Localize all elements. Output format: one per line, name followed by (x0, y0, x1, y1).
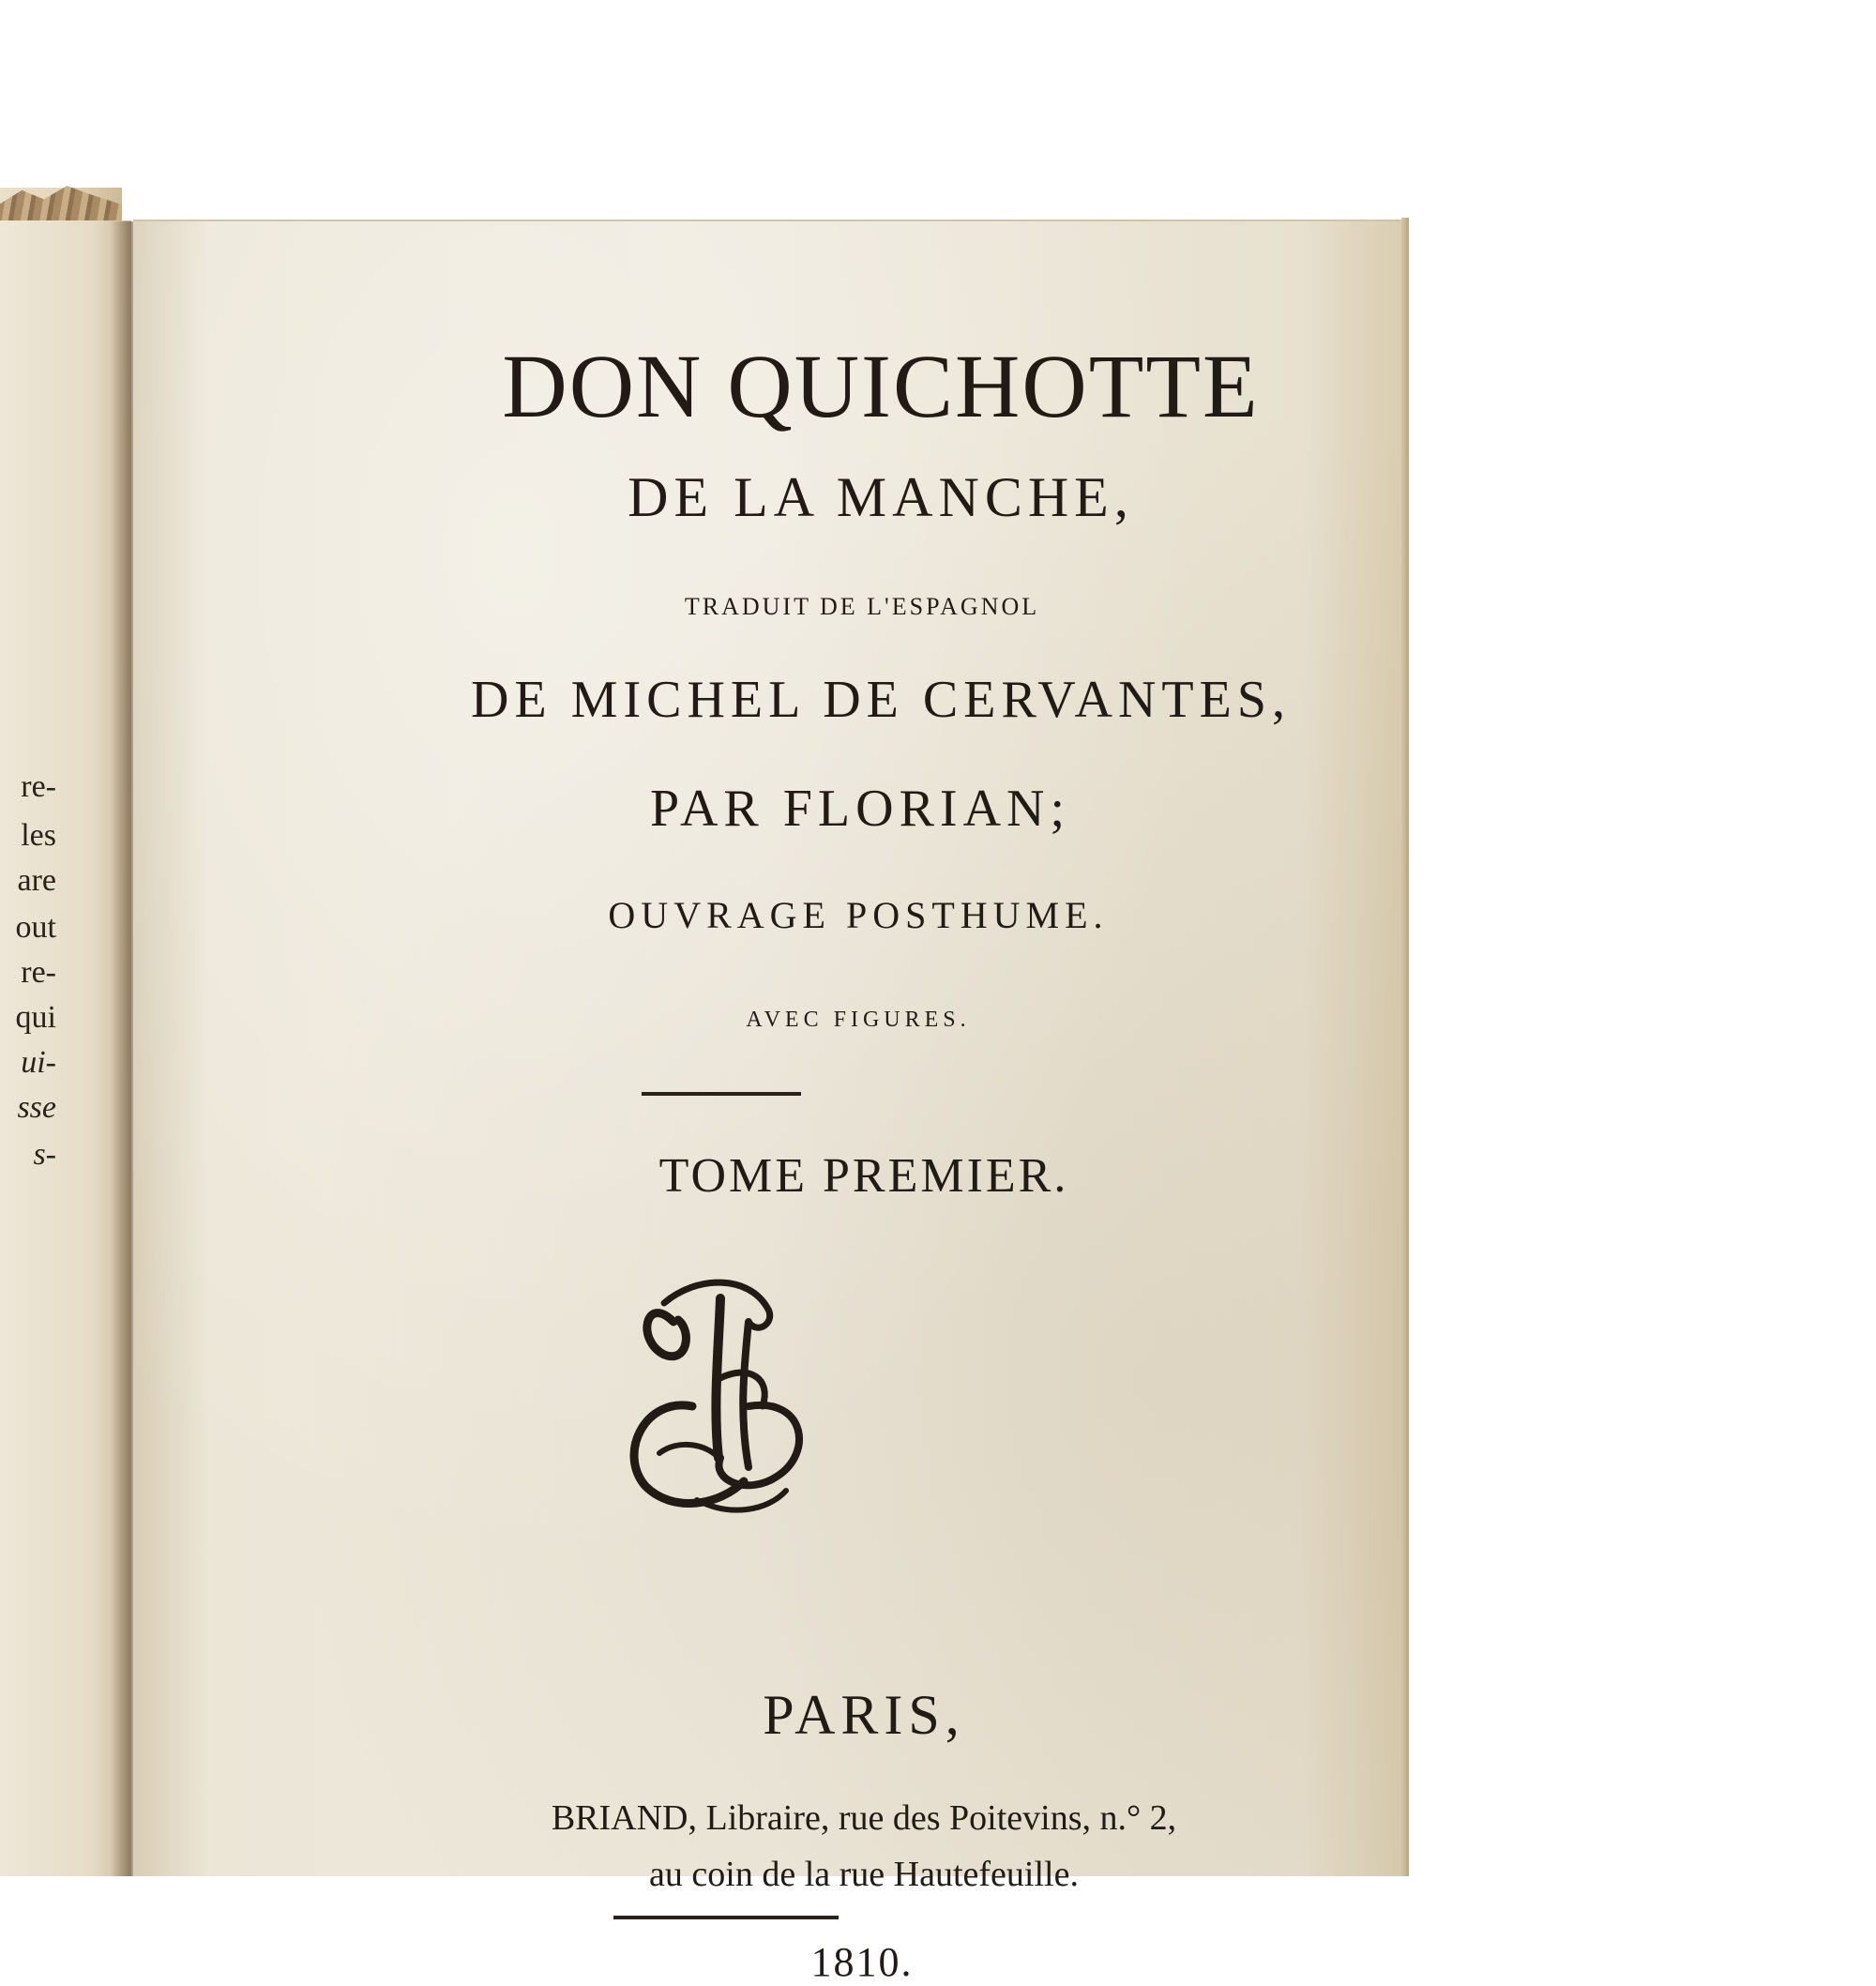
left-line-6: qui (15, 1000, 56, 1035)
left-line-7: ui- (21, 1045, 56, 1080)
title-page (133, 220, 1403, 1985)
illustrations-note: AVEC FIGURES. (746, 1008, 971, 1032)
publisher-line-2: au coin de la rue Hautefeuille. (649, 1855, 1079, 1894)
work-note: OUVRAGE POSTHUME. (608, 894, 1109, 936)
book-title: DON QUICHOTTE (502, 336, 1260, 436)
book-subtitle: DE LA MANCHE, (628, 466, 1134, 528)
publisher-line-1: BRIAND, Libraire, rue des Poitevins, n.° 2, (551, 1798, 1177, 1838)
publication-city: PARIS, (763, 1684, 965, 1746)
translator-line: PAR FLORIAN; (649, 780, 1071, 838)
divider-rule (642, 1092, 801, 1096)
publication-year: 1810. (810, 1939, 914, 1985)
left-line-3: are (17, 863, 56, 898)
author-line: DE MICHEL DE CERVANTES, (471, 671, 1291, 729)
left-line-5: re- (21, 955, 56, 990)
left-line-4: out (15, 910, 56, 945)
volume-line: TOME PREMIER. (658, 1149, 1069, 1203)
publisher-monogram-icon (608, 1266, 833, 1519)
bottom-rule (613, 1916, 839, 1919)
left-line-8: sse (17, 1090, 56, 1125)
left-line-9: s- (33, 1137, 56, 1172)
translated-from: TRADUIT DE L'ESPAGNOL (684, 593, 1040, 620)
left-line-2: les (21, 818, 56, 853)
left-line-1: re- (21, 769, 56, 804)
left-page-text (0, 769, 58, 1295)
page-edge (1401, 218, 1409, 1876)
